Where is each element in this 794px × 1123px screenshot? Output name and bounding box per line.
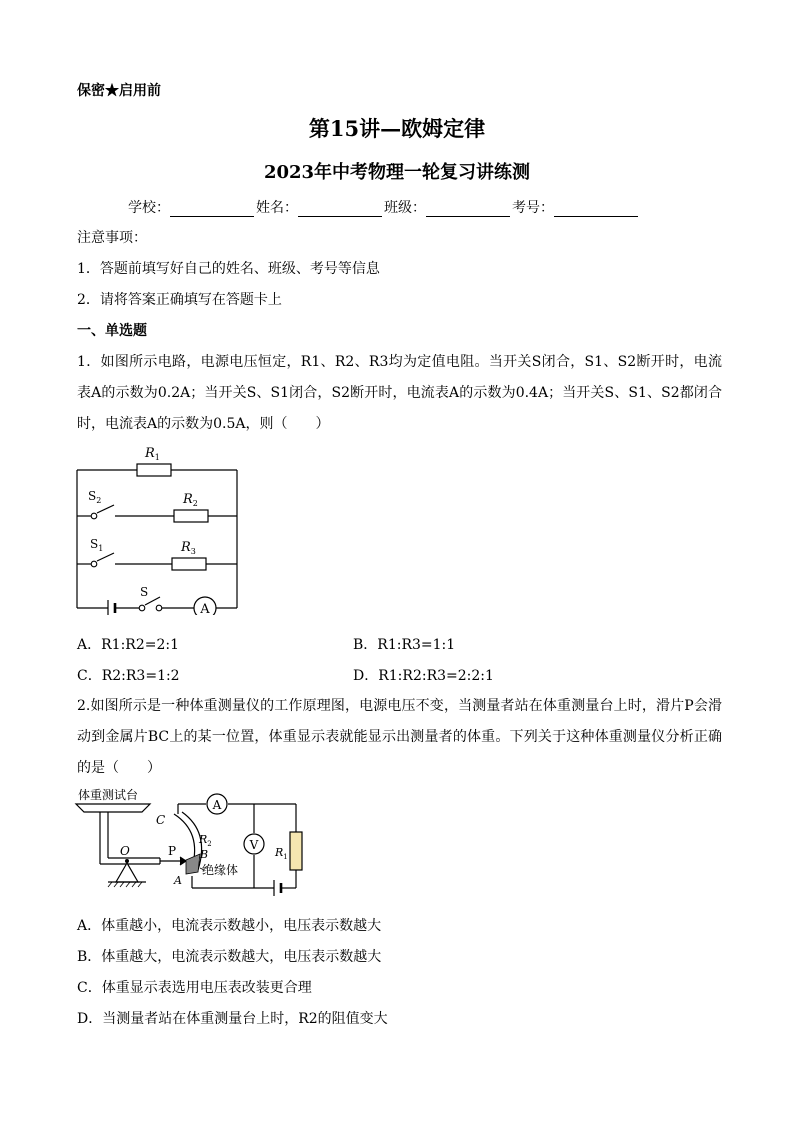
voltmeter-label: V bbox=[249, 838, 259, 852]
label-o: O bbox=[120, 844, 130, 858]
question-1-option-c[interactable]: C．R2:R3=1:2 bbox=[77, 668, 180, 684]
battery bbox=[108, 600, 115, 615]
voltmeter-v bbox=[244, 834, 264, 854]
resistor-r1 bbox=[290, 832, 302, 870]
field-name-blank[interactable] bbox=[298, 202, 382, 217]
page-title: 第15讲—欧姆定律 bbox=[308, 116, 486, 141]
switch-s bbox=[139, 605, 162, 611]
field-class-blank[interactable] bbox=[426, 202, 510, 217]
label-r1: $R_1$ bbox=[145, 446, 160, 462]
label-r2: $R_2$ bbox=[199, 833, 212, 848]
field-class-label: 班级： bbox=[384, 200, 426, 216]
notice-heading: 注意事项： bbox=[77, 230, 147, 246]
resistor-r3 bbox=[172, 558, 206, 570]
ammeter-label: A bbox=[212, 798, 222, 812]
pivot-o bbox=[108, 859, 146, 887]
question-2-text: 2.如图所示是一种体重测量仪的工作原理图，电源电压不变，当测量者站在体重测量台上时，滑片P会滑动到金属片BC上的某一位置，体重显示表就能显示出测量者的体重。下列关于这种体重测量仪分析正确的是（ ） bbox=[77, 698, 722, 776]
field-name-label: 姓名： bbox=[256, 200, 298, 216]
label-platform: 体重测试台 bbox=[78, 788, 139, 802]
question-1-option-d[interactable]: D．R1:R2:R3=2:2:1 bbox=[353, 668, 494, 684]
label-r2: $R_2$ bbox=[183, 492, 198, 508]
field-exam-no-blank[interactable] bbox=[554, 202, 638, 217]
field-school-label: 学校： bbox=[128, 200, 170, 216]
question-2-option-b[interactable]: B．体重越大，电流表示数越大，电压表示数越大 bbox=[77, 949, 382, 965]
question-2-option-a[interactable]: A．体重越小，电流表示数越小，电压表示数越大 bbox=[77, 918, 382, 934]
question-1-circuit-diagram bbox=[70, 440, 250, 615]
battery bbox=[274, 880, 281, 896]
notice-item-1: 1．答题前填写好自己的姓名、班级、考号等信息 bbox=[77, 261, 380, 277]
field-school-blank[interactable] bbox=[170, 202, 254, 217]
page-subtitle: 2023年中考物理一轮复习讲练测 bbox=[263, 162, 531, 183]
question-1-option-b[interactable]: B．R1:R3=1:1 bbox=[353, 637, 456, 653]
resistor-r1 bbox=[137, 464, 171, 476]
secret-label: 保密★启用前 bbox=[77, 83, 161, 99]
slider-p bbox=[160, 857, 186, 865]
label-b: B bbox=[200, 848, 209, 861]
switch-s2 bbox=[91, 513, 115, 519]
ammeter-a bbox=[207, 794, 227, 814]
question-1-option-a[interactable]: A．R1:R2=2:1 bbox=[77, 637, 179, 653]
section-heading: 一、单选题 bbox=[77, 323, 147, 339]
question-2-option-c[interactable]: C．体重显示表选用电压表改装更合理 bbox=[77, 980, 312, 996]
label-p: P bbox=[168, 844, 177, 858]
label-r3: $R_3$ bbox=[181, 540, 196, 556]
switch-s1 bbox=[91, 561, 97, 567]
ammeter-a bbox=[194, 597, 216, 615]
notice-item-2: 2．请将答案正确填写在答题卡上 bbox=[77, 292, 282, 308]
question-2-option-d[interactable]: D．当测量者站在体重测量台上时，R2的阻值变大 bbox=[77, 1011, 388, 1027]
ammeter-label: A bbox=[200, 602, 210, 615]
question-1-text: 1．如图所示电路，电源电压恒定，R1、R2、R3均为定值电阻。当开关S闭合，S1、S2断开时，电流表A的示数为0.2A；当开关S、S1闭合，S2断开时，电流表A的示数为0.4A；当开关S、S1、S2都闭合时，电流表A的示数为0.5A，则（ ） bbox=[77, 354, 722, 432]
insulator-block bbox=[186, 854, 200, 874]
label-a: A bbox=[174, 874, 182, 887]
label-insulator: 绝缘体 bbox=[202, 863, 239, 877]
question-2-weight-scale-diagram bbox=[72, 784, 312, 904]
label-s1: $S_1$ bbox=[90, 537, 104, 553]
weighing-platform bbox=[76, 804, 160, 864]
label-s: S bbox=[140, 585, 149, 599]
resistor-r2 bbox=[174, 510, 208, 522]
label-r1: $R_1$ bbox=[275, 846, 288, 861]
label-c: C bbox=[156, 813, 166, 827]
field-exam-no-label: 考号： bbox=[512, 200, 554, 216]
student-info-fields bbox=[128, 197, 640, 217]
label-s2: $S_2$ bbox=[88, 489, 102, 505]
